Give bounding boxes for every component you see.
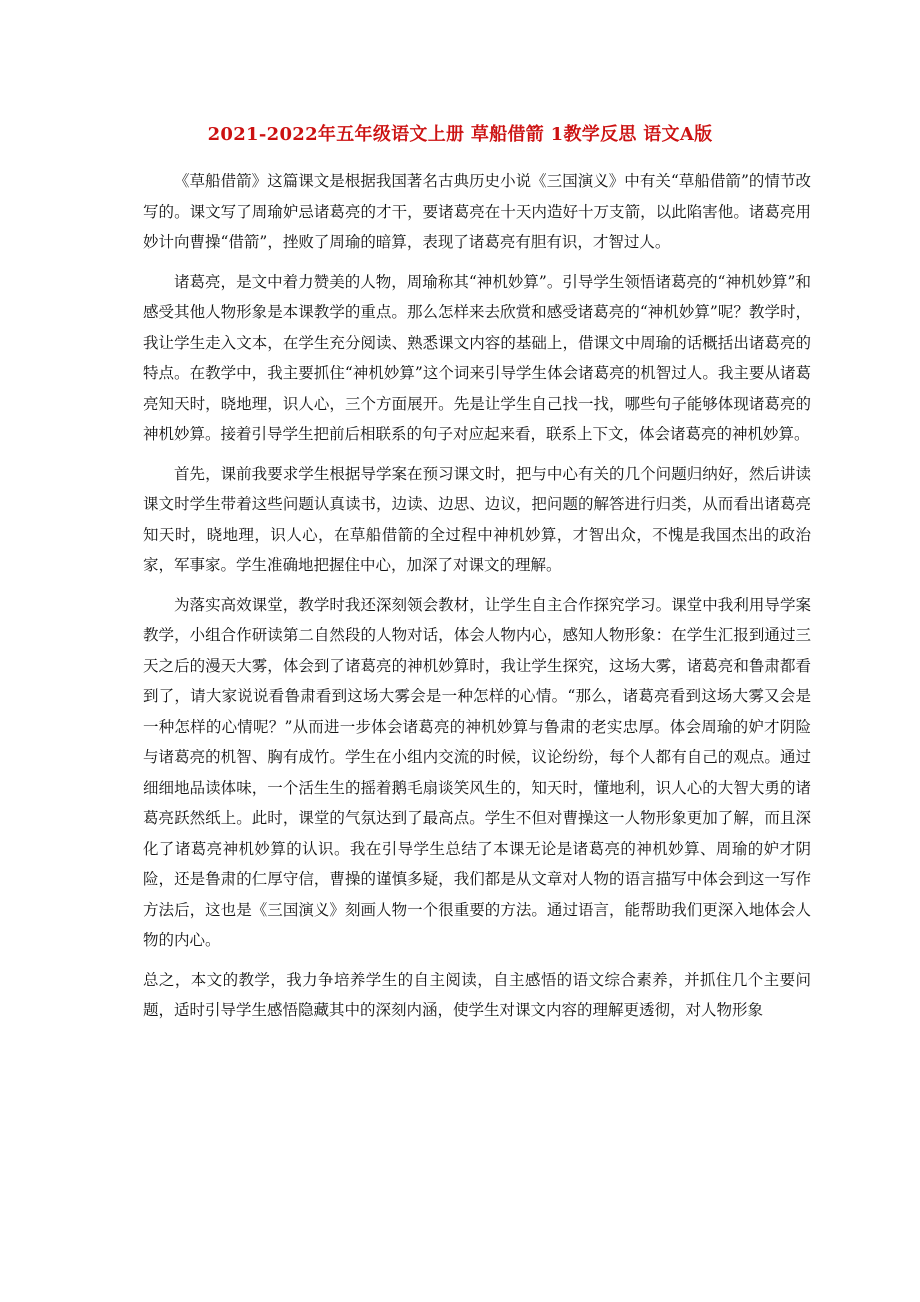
document-body [143, 166, 811, 1035]
paragraph-intro: 《草船借箭》这篇课文是根据我国著名古典历史小说《三国演义》中有关“草船借箭”的情节改写的。课文写了周瑜妒忌诸葛亮的才干，要诸葛亮在十天内造好十万支箭，以此陷害他。诸葛亮用妙计向曹操“借箭”，挫败了周瑜的暗算，表现了诸葛亮有胆有识，才智过人。 [143, 172, 811, 251]
paragraph-summary: 总之，本文的教学，我力争培养学生的自主阅读，自主感悟的语文综合素养，并抓住几个主要问题，适时引导学生感悟隐藏其中的深刻内涵，使学生对课文内容的理解更透彻，对人物形象 [143, 970, 811, 1019]
document-title: 2021-2022年五年级语文上册 草船借箭 1教学反思 语文A版 [207, 124, 713, 145]
paragraph-classroom: 为落实高效课堂，教学时我还深刻领会教材，让学生自主合作探究学习。课堂中我利用导学案教学，小组合作研读第二自然段的人物对话，体会人物内心，感知人物形象：在学生汇报到通过三天之后的漫天大雾，体会到了诸葛亮的神机妙算时，我让学生探究，这场大雾，诸葛亮和鲁肃都看到了，请大家说说看鲁肃看到这场大雾会是一种怎样的心情。“那么，诸葛亮看到这场大雾又会是一种怎样的心情呢？”从而进一步体会诸葛亮的神机妙算与鲁肃的老实忠厚。体会周瑜的妒才阴险与诸葛亮的机智、胸有成竹。学生在小组内交流的时候，议论纷纷，每个人都有自己的观点。通过细细地品读体味，一个活生生的摇着鹅毛扇谈笑风生的，知天时，懂地利，识人心的大智大勇的诸葛亮跃然纸上。此时，课堂的气氛达到了最高点。学生不但对曹操这一人物形象更加了解，而且深化了诸葛亮神机妙算的认识。我在引导学生总结了本课无论是诸葛亮的神机妙算、周瑜的妒才阴险，还是鲁肃的仁厚守信，曹操的谨慎多疑，我们都是从文章对人物的语言描写中体会到这一写作方法后，这也是《三国演义》刻画人物一个很重要的方法。通过语言，能帮助我们更深入地体会人物的内心。 [143, 595, 811, 949]
paragraph-preview: 首先，课前我要求学生根据导学案在预习课文时，把与中心有关的几个问题归纳好，然后讲读课文时学生带着这些问题认真读书，边读、边思、边议，把问题的解答进行归类，从而看出诸葛亮知天时，晓地理，识人心，在草船借箭的全过程中神机妙算，才智出众，不愧是我国杰出的政治家，军事家。学生准确地把握住中心，加深了对课文的理解。 [143, 464, 811, 574]
paragraph-zhuge-liang: 诸葛亮，是文中着力赞美的人物，周瑜称其“神机妙算”。引导学生领悟诸葛亮的“神机妙算”和感受其他人物形象是本课教学的重点。那么怎样来去欣赏和感受诸葛亮的“神机妙算”呢？教学时，我让学生走入文本，在学生充分阅读、熟悉课文内容的基础上，借课文中周瑜的话概括出诸葛亮的特点。在教学中，我主要抓住“神机妙算”这个词来引导学生体会诸葛亮的机智过人。我主要从诸葛亮知天时，晓地理，识人心，三个方面展开。先是让学生自己找一找，哪些句子能够体现诸葛亮的神机妙算。接着引导学生把前后相联系的句子对应起来看，联系上下文，体会诸葛亮的神机妙算。 [143, 272, 811, 443]
